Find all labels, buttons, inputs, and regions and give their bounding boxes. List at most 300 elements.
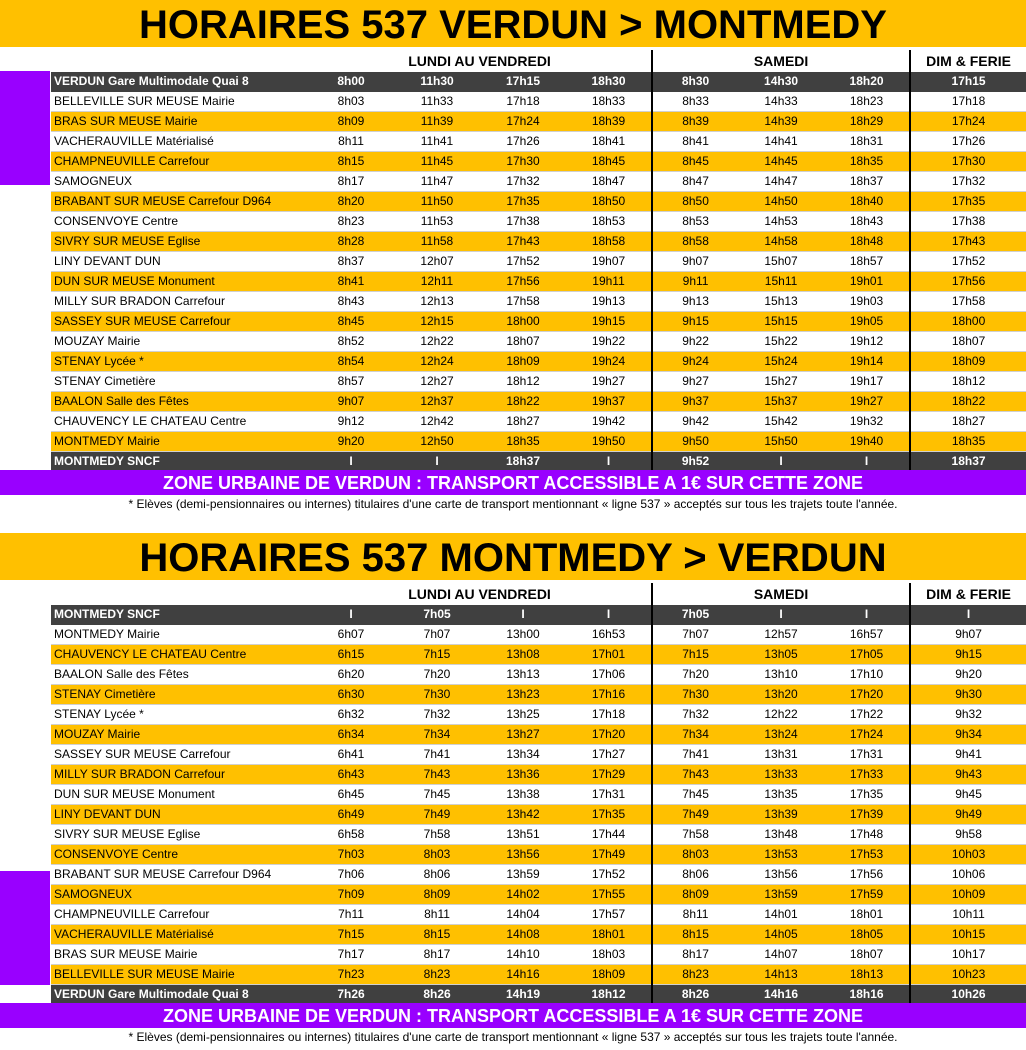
departure-time: 14h19	[480, 985, 566, 1005]
table-row	[51, 232, 1026, 252]
departure-time: 18h00	[480, 312, 566, 332]
departure-time: 17h56	[910, 272, 1026, 292]
table-row	[51, 452, 1026, 472]
departure-time: 7h45	[394, 785, 480, 805]
departure-time: 17h05	[824, 645, 910, 665]
departure-time: 13h24	[738, 725, 824, 745]
timetable-title: HORAIRES 537 VERDUN > MONTMEDY	[0, 0, 1026, 47]
departure-time: 17h10	[824, 665, 910, 685]
table-row	[51, 745, 1026, 765]
departure-time: 14h04	[480, 905, 566, 925]
departure-time: 17h26	[910, 132, 1026, 152]
departure-time: 17h35	[824, 785, 910, 805]
departure-time: 7h30	[652, 685, 738, 705]
departure-time: 17h15	[910, 72, 1026, 92]
departure-time: 13h08	[480, 645, 566, 665]
stop-name: VACHERAUVILLE Matérialisé	[51, 925, 308, 945]
stop-name: BRABANT SUR MEUSE Carrefour D964	[51, 192, 308, 212]
departure-time: 7h34	[394, 725, 480, 745]
departure-time: 9h41	[910, 745, 1026, 765]
departure-time: 8h43	[308, 292, 394, 312]
departure-time: 9h12	[308, 412, 394, 432]
departure-time: 15h24	[738, 352, 824, 372]
departure-time: 6h34	[308, 725, 394, 745]
departure-time: 6h32	[308, 705, 394, 725]
table-row	[51, 312, 1026, 332]
departure-time: 17h30	[480, 152, 566, 172]
departure-time: 7h20	[394, 665, 480, 685]
stop-name: STENAY Lycée *	[51, 705, 308, 725]
departure-time: 15h13	[738, 292, 824, 312]
stop-name: CONSENVOYE Centre	[51, 212, 308, 232]
departure-time: 8h33	[652, 92, 738, 112]
departure-time: I	[394, 452, 480, 472]
departure-time: 8h53	[652, 212, 738, 232]
departure-time: 13h25	[480, 705, 566, 725]
stop-name: MONTMEDY Mairie	[51, 432, 308, 452]
departure-time: I	[738, 605, 824, 625]
departure-time: I	[566, 605, 652, 625]
stop-name: DUN SUR MEUSE Monument	[51, 785, 308, 805]
departure-time: 12h37	[394, 392, 480, 412]
stop-name: VERDUN Gare Multimodale Quai 8	[51, 72, 308, 92]
departure-time: 16h53	[566, 625, 652, 645]
departure-time: 15h27	[738, 372, 824, 392]
departure-time: 7h07	[652, 625, 738, 645]
departure-time: 13h38	[480, 785, 566, 805]
departure-time: 17h43	[910, 232, 1026, 252]
departure-time: 6h58	[308, 825, 394, 845]
departure-time: 8h15	[652, 925, 738, 945]
stop-name: SASSEY SUR MEUSE Carrefour	[51, 745, 308, 765]
departure-time: 12h07	[394, 252, 480, 272]
table-row	[51, 252, 1026, 272]
departure-time: 15h07	[738, 252, 824, 272]
departure-time: 19h12	[824, 332, 910, 352]
departure-time: 18h01	[824, 905, 910, 925]
stop-name: CHAUVENCY LE CHATEAU Centre	[51, 412, 308, 432]
departure-time: 18h12	[566, 985, 652, 1005]
departure-time: 14h50	[738, 192, 824, 212]
departure-time: 19h05	[824, 312, 910, 332]
departure-time: 8h26	[652, 985, 738, 1005]
departure-time: 17h20	[566, 725, 652, 745]
footnote: * Elèves (demi-pensionnaires ou internes) titulaires d'une carte de transport mentionnant « ligne 537 » acceptés sur tous les trajets toute l'année.	[128, 1030, 898, 1044]
departure-time: 12h57	[738, 625, 824, 645]
departure-time: 17h55	[566, 885, 652, 905]
departure-time: 18h29	[824, 112, 910, 132]
departure-time: 17h35	[566, 805, 652, 825]
departure-time: 18h41	[566, 132, 652, 152]
departure-time: 14h02	[480, 885, 566, 905]
departure-time: 13h27	[480, 725, 566, 745]
departure-time: 19h22	[566, 332, 652, 352]
departure-time: 9h20	[308, 432, 394, 452]
table-row	[51, 625, 1026, 645]
departure-time: 13h31	[738, 745, 824, 765]
departure-time: 19h15	[566, 312, 652, 332]
departure-time: 18h35	[910, 432, 1026, 452]
stop-name: LINY DEVANT DUN	[51, 805, 308, 825]
departure-time: 18h00	[910, 312, 1026, 332]
urban-zone-marker	[0, 871, 50, 985]
departure-time: 12h22	[394, 332, 480, 352]
departure-time: 17h22	[824, 705, 910, 725]
stop-name: MOUZAY Mairie	[51, 332, 308, 352]
schedule-body	[51, 583, 1026, 1005]
departure-time: 7h05	[394, 605, 480, 625]
departure-time: 19h03	[824, 292, 910, 312]
stop-name: CHAMPNEUVILLE Carrefour	[51, 905, 308, 925]
departure-time: 12h22	[738, 705, 824, 725]
stop-name: BAALON Salle des Fêtes	[51, 665, 308, 685]
departure-time: 7h06	[308, 865, 394, 885]
stop-name: BELLEVILLE SUR MEUSE Mairie	[51, 965, 308, 985]
departure-time: 15h11	[738, 272, 824, 292]
stop-name: MOUZAY Mairie	[51, 725, 308, 745]
table-row	[51, 605, 1026, 625]
departure-time: 17h38	[480, 212, 566, 232]
stop-name: STENAY Lycée *	[51, 352, 308, 372]
stop-name: SAMOGNEUX	[51, 885, 308, 905]
departure-time: 10h17	[910, 945, 1026, 965]
departure-time: 8h37	[308, 252, 394, 272]
table-row	[51, 292, 1026, 312]
departure-time: 7h58	[652, 825, 738, 845]
departure-time: I	[480, 605, 566, 625]
departure-time: 10h11	[910, 905, 1026, 925]
departure-time: 13h05	[738, 645, 824, 665]
table-row	[51, 665, 1026, 685]
departure-time: 17h52	[566, 865, 652, 885]
departure-time: 12h24	[394, 352, 480, 372]
departure-time: 11h41	[394, 132, 480, 152]
departure-time: 15h50	[738, 432, 824, 452]
departure-time: 13h42	[480, 805, 566, 825]
departure-time: 9h15	[652, 312, 738, 332]
departure-time: 8h45	[652, 152, 738, 172]
departure-time: 14h41	[738, 132, 824, 152]
departure-time: 18h33	[566, 92, 652, 112]
departure-time: 17h27	[566, 745, 652, 765]
urban-zone-marker	[0, 71, 50, 185]
departure-time: 8h00	[308, 72, 394, 92]
departure-time: 17h18	[566, 705, 652, 725]
stop-name: MONTMEDY SNCF	[51, 452, 308, 472]
urban-zone-banner: ZONE URBAINE DE VERDUN : TRANSPORT ACCESSIBLE A 1€ SUR CETTE ZONE	[0, 1003, 1026, 1028]
departure-time: 8h47	[652, 172, 738, 192]
departure-time: 8h15	[394, 925, 480, 945]
departure-time: 17h56	[824, 865, 910, 885]
stop-name: MILLY SUR BRADON Carrefour	[51, 292, 308, 312]
table-row	[51, 865, 1026, 885]
table-row	[51, 825, 1026, 845]
departure-time: 18h12	[480, 372, 566, 392]
departure-time: 6h49	[308, 805, 394, 825]
departure-time: 8h23	[652, 965, 738, 985]
departure-time: 13h35	[738, 785, 824, 805]
departure-time: 18h57	[824, 252, 910, 272]
stop-name: DUN SUR MEUSE Monument	[51, 272, 308, 292]
departure-time: 7h03	[308, 845, 394, 865]
departure-time: 9h42	[652, 412, 738, 432]
departure-time: 18h30	[566, 72, 652, 92]
departure-time: 14h07	[738, 945, 824, 965]
departure-time: 18h23	[824, 92, 910, 112]
departure-time: 19h42	[566, 412, 652, 432]
departure-time: 7h20	[652, 665, 738, 685]
departure-time: 13h59	[738, 885, 824, 905]
header-weekdays: LUNDI AU VENDREDI	[308, 50, 652, 72]
departure-time: 17h32	[480, 172, 566, 192]
departure-time: 17h58	[480, 292, 566, 312]
departure-time: 10h15	[910, 925, 1026, 945]
departure-time: I	[308, 452, 394, 472]
departure-time: 17h52	[480, 252, 566, 272]
departure-time: 13h23	[480, 685, 566, 705]
table-row	[51, 332, 1026, 352]
departure-time: 17h06	[566, 665, 652, 685]
departure-time: 11h33	[394, 92, 480, 112]
departure-time: 17h30	[910, 152, 1026, 172]
departure-time: 17h24	[480, 112, 566, 132]
departure-time: I	[308, 605, 394, 625]
departure-time: 12h11	[394, 272, 480, 292]
departure-time: 10h09	[910, 885, 1026, 905]
departure-time: 19h07	[566, 252, 652, 272]
departure-time: 11h39	[394, 112, 480, 132]
departure-time: 7h15	[652, 645, 738, 665]
table-row	[51, 152, 1026, 172]
departure-time: 14h45	[738, 152, 824, 172]
departure-time: 10h03	[910, 845, 1026, 865]
stop-name: BAALON Salle des Fêtes	[51, 392, 308, 412]
departure-time: 17h58	[910, 292, 1026, 312]
table-row	[51, 392, 1026, 412]
departure-time: 8h26	[394, 985, 480, 1005]
departure-time: 18h27	[910, 412, 1026, 432]
departure-time: 9h07	[910, 625, 1026, 645]
departure-time: 11h45	[394, 152, 480, 172]
table-row	[51, 765, 1026, 785]
departure-time: 8h28	[308, 232, 394, 252]
departure-time: 8h03	[308, 92, 394, 112]
departure-time: 6h45	[308, 785, 394, 805]
departure-time: 18h07	[910, 332, 1026, 352]
departure-time: 17h24	[910, 112, 1026, 132]
departure-time: 6h41	[308, 745, 394, 765]
departure-time: 18h03	[566, 945, 652, 965]
departure-time: 9h34	[910, 725, 1026, 745]
departure-time: 13h48	[738, 825, 824, 845]
table-row	[51, 192, 1026, 212]
departure-time: 10h26	[910, 985, 1026, 1005]
table-row	[51, 372, 1026, 392]
departure-time: I	[910, 605, 1026, 625]
departure-time: 17h31	[566, 785, 652, 805]
departure-time: 19h40	[824, 432, 910, 452]
departure-time: 19h17	[824, 372, 910, 392]
departure-time: 9h24	[652, 352, 738, 372]
departure-time: 7h43	[652, 765, 738, 785]
departure-time: 19h50	[566, 432, 652, 452]
departure-time: 18h45	[566, 152, 652, 172]
departure-time: 8h17	[652, 945, 738, 965]
departure-time: 17h59	[824, 885, 910, 905]
departure-time: 13h34	[480, 745, 566, 765]
departure-time: 16h57	[824, 625, 910, 645]
table-row	[51, 945, 1026, 965]
departure-time: 6h15	[308, 645, 394, 665]
schedule-table	[51, 583, 1026, 1005]
departure-time: 8h57	[308, 372, 394, 392]
departure-time: 8h45	[308, 312, 394, 332]
departure-time: 8h03	[394, 845, 480, 865]
header-blank	[51, 50, 308, 72]
departure-time: 14h53	[738, 212, 824, 232]
departure-time: 18h27	[480, 412, 566, 432]
departure-time: 12h27	[394, 372, 480, 392]
departure-time: 8h54	[308, 352, 394, 372]
departure-time: 13h51	[480, 825, 566, 845]
departure-time: 7h26	[308, 985, 394, 1005]
departure-time: 19h01	[824, 272, 910, 292]
departure-time: 17h53	[824, 845, 910, 865]
departure-time: 11h47	[394, 172, 480, 192]
departure-time: 8h23	[394, 965, 480, 985]
departure-time: 14h01	[738, 905, 824, 925]
departure-time: 7h41	[652, 745, 738, 765]
departure-time: I	[824, 605, 910, 625]
departure-time: 13h33	[738, 765, 824, 785]
stop-name: CHAUVENCY LE CHATEAU Centre	[51, 645, 308, 665]
departure-time: I	[738, 452, 824, 472]
stop-name: CONSENVOYE Centre	[51, 845, 308, 865]
departure-time: 9h45	[910, 785, 1026, 805]
schedule-body	[51, 50, 1026, 472]
departure-time: 10h23	[910, 965, 1026, 985]
departure-time: 7h09	[308, 885, 394, 905]
departure-time: 6h07	[308, 625, 394, 645]
departure-time: 7h05	[652, 605, 738, 625]
departure-time: 18h22	[480, 392, 566, 412]
departure-time: 13h56	[480, 845, 566, 865]
departure-time: 14h05	[738, 925, 824, 945]
table-row	[51, 92, 1026, 112]
departure-time: 6h30	[308, 685, 394, 705]
departure-time: 17h01	[566, 645, 652, 665]
departure-time: 8h30	[652, 72, 738, 92]
departure-time: 17h18	[480, 92, 566, 112]
departure-time: 18h40	[824, 192, 910, 212]
stop-name: SAMOGNEUX	[51, 172, 308, 192]
departure-time: 18h09	[480, 352, 566, 372]
departure-time: 9h49	[910, 805, 1026, 825]
departure-time: 7h30	[394, 685, 480, 705]
header-sunday-holiday: DIM & FERIE	[910, 583, 1026, 605]
departure-time: 15h37	[738, 392, 824, 412]
departure-time: 7h23	[308, 965, 394, 985]
departure-time: 7h15	[308, 925, 394, 945]
day-group-header	[51, 50, 1026, 72]
stop-name: LINY DEVANT DUN	[51, 252, 308, 272]
departure-time: 17h52	[910, 252, 1026, 272]
stop-name: VERDUN Gare Multimodale Quai 8	[51, 985, 308, 1005]
departure-time: 6h20	[308, 665, 394, 685]
departure-time: 18h05	[824, 925, 910, 945]
departure-time: 8h09	[652, 885, 738, 905]
departure-time: 13h56	[738, 865, 824, 885]
departure-time: 8h58	[652, 232, 738, 252]
departure-time: 8h11	[308, 132, 394, 152]
departure-time: 18h01	[566, 925, 652, 945]
departure-time: 13h53	[738, 845, 824, 865]
departure-time: 18h53	[566, 212, 652, 232]
departure-time: 7h34	[652, 725, 738, 745]
departure-time: 19h27	[566, 372, 652, 392]
departure-time: 19h14	[824, 352, 910, 372]
departure-time: 18h22	[910, 392, 1026, 412]
departure-time: 18h09	[910, 352, 1026, 372]
departure-time: 7h07	[394, 625, 480, 645]
table-row	[51, 885, 1026, 905]
departure-time: 17h24	[824, 725, 910, 745]
stop-name: BRAS SUR MEUSE Mairie	[51, 945, 308, 965]
departure-time: 9h30	[910, 685, 1026, 705]
table-row	[51, 705, 1026, 725]
departure-time: 17h43	[480, 232, 566, 252]
departure-time: 12h50	[394, 432, 480, 452]
departure-time: 17h48	[824, 825, 910, 845]
table-row	[51, 412, 1026, 432]
table-row	[51, 272, 1026, 292]
departure-time: 18h39	[566, 112, 652, 132]
departure-time: 18h47	[566, 172, 652, 192]
table-row	[51, 985, 1026, 1005]
header-saturday: SAMEDI	[652, 583, 910, 605]
header-saturday: SAMEDI	[652, 50, 910, 72]
stop-name: SIVRY SUR MEUSE Eglise	[51, 825, 308, 845]
departure-time: 8h17	[308, 172, 394, 192]
departure-time: 17h44	[566, 825, 652, 845]
stop-name: BRAS SUR MEUSE Mairie	[51, 112, 308, 132]
departure-time: 15h22	[738, 332, 824, 352]
departure-time: 18h07	[480, 332, 566, 352]
departure-time: 7h11	[308, 905, 394, 925]
footnote: * Elèves (demi-pensionnaires ou internes) titulaires d'une carte de transport mentionnant « ligne 537 » acceptés sur tous les trajets toute l'année.	[128, 497, 898, 511]
departure-time: 11h53	[394, 212, 480, 232]
table-row	[51, 905, 1026, 925]
departure-time: 13h00	[480, 625, 566, 645]
departure-time: 7h41	[394, 745, 480, 765]
table-row	[51, 925, 1026, 945]
stop-name: CHAMPNEUVILLE Carrefour	[51, 152, 308, 172]
header-weekdays: LUNDI AU VENDREDI	[308, 583, 652, 605]
departure-time: 14h10	[480, 945, 566, 965]
departure-time: 9h11	[652, 272, 738, 292]
departure-time: 14h16	[738, 985, 824, 1005]
departure-time: 18h09	[566, 965, 652, 985]
table-row	[51, 965, 1026, 985]
urban-zone-banner: ZONE URBAINE DE VERDUN : TRANSPORT ACCESSIBLE A 1€ SUR CETTE ZONE	[0, 470, 1026, 495]
departure-time: 12h15	[394, 312, 480, 332]
departure-time: 17h38	[910, 212, 1026, 232]
departure-time: 9h43	[910, 765, 1026, 785]
departure-time: 19h11	[566, 272, 652, 292]
departure-time: 17h20	[824, 685, 910, 705]
departure-time: 17h18	[910, 92, 1026, 112]
departure-time: 14h39	[738, 112, 824, 132]
